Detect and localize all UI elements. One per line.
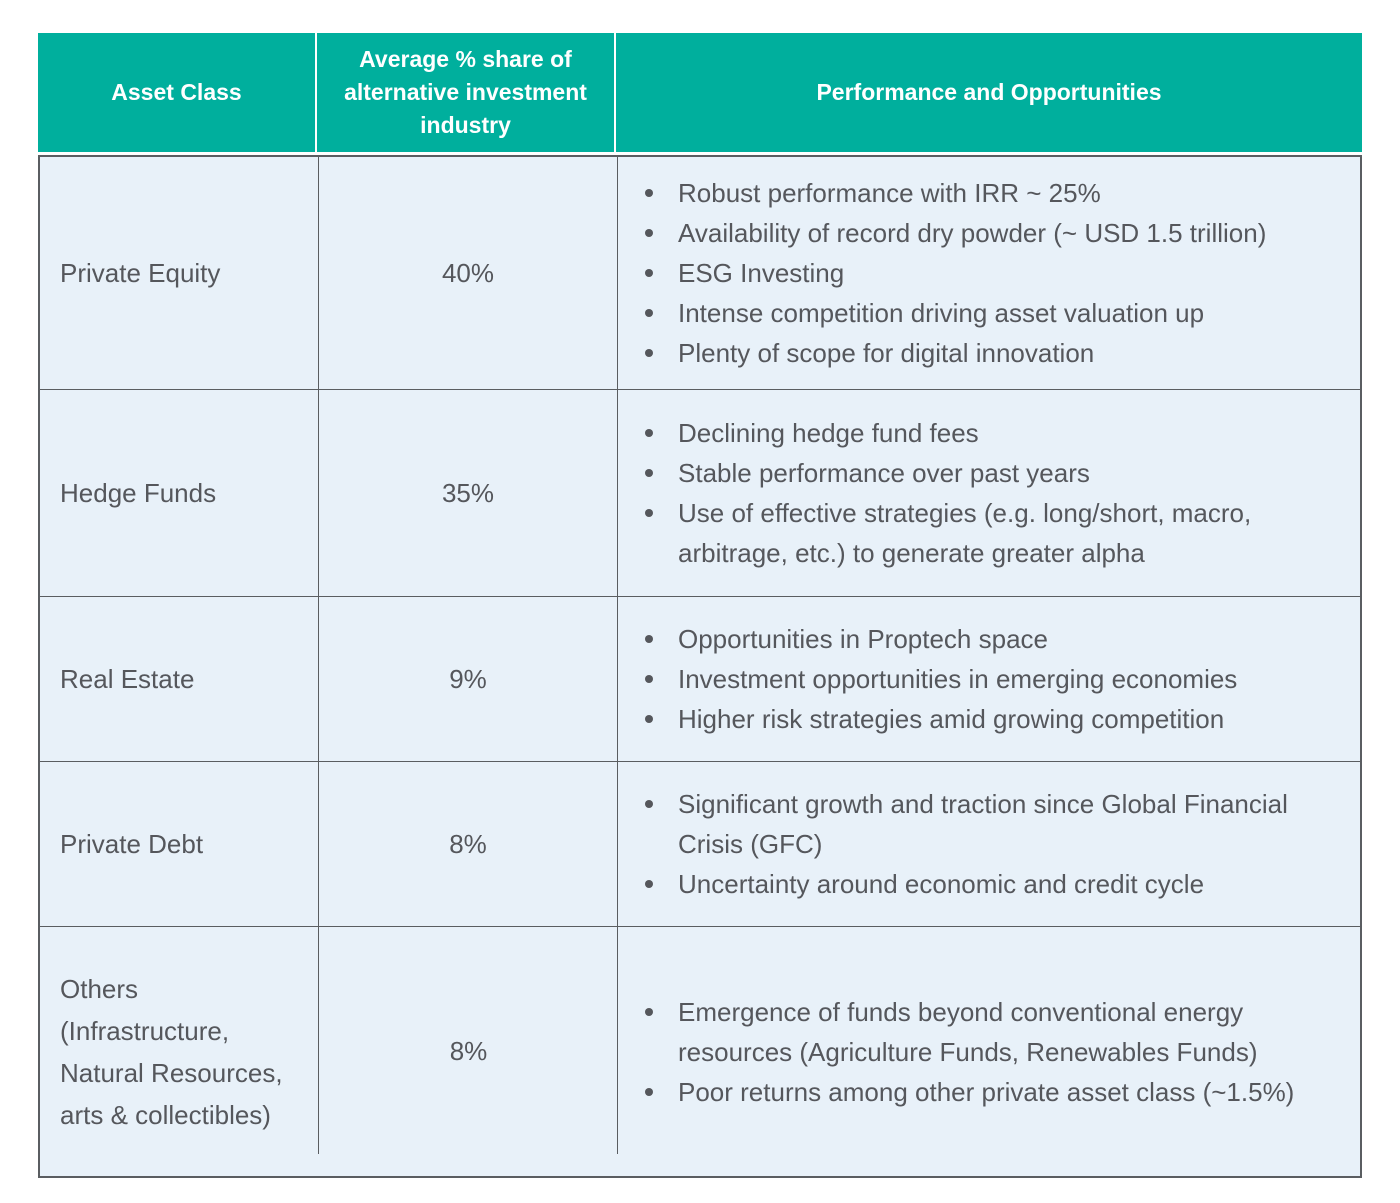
asset-class-label: Private Equity [60, 258, 221, 288]
bullet-item: Emergence of funds beyond conventional energy resources (Agriculture Funds, Renewables Funds) [642, 992, 1332, 1072]
bullet-item: Poor returns among other private asset class (~1.5%) [642, 1072, 1332, 1112]
bullet-item: Higher risk strategies amid growing competition [642, 699, 1237, 739]
table-row [40, 761, 1360, 926]
table-row [40, 596, 1360, 761]
bullet-item: Significant growth and traction since Global Financial Crisis (GFC) [642, 784, 1332, 864]
share-value: 35% [441, 477, 495, 508]
bullet-item: Intense competition driving asset valuation up [642, 293, 1266, 333]
column-header-performance-opportunities: Performance and Opportunities [816, 79, 1162, 105]
table-body [38, 155, 1362, 1178]
opportunities-cell [618, 597, 1360, 761]
bullet-item: Availability of record dry powder (~ USD 1.5 trillion) [642, 213, 1266, 253]
bullet-item: Robust performance with IRR ~ 25% [642, 173, 1266, 213]
bullet-item: Declining hedge fund fees [642, 413, 1332, 453]
bullet-item: Stable performance over past years [642, 453, 1332, 493]
share-cell [319, 927, 618, 1176]
share-cell [319, 597, 618, 761]
bullet-item: Uncertainty around economic and credit cycle [642, 864, 1332, 904]
share-value: 40% [441, 257, 495, 288]
bullet-list [642, 619, 1237, 739]
bullet-item: Plenty of scope for digital innovation [642, 333, 1266, 373]
share-value: 8% [449, 1036, 488, 1066]
bullet-item: ESG Investing [642, 253, 1266, 293]
asset-class-cell [40, 157, 319, 389]
bullet-item: Use of effective strategies (e.g. long/short, macro, arbitrage, etc.) to generate greater alpha [642, 493, 1332, 573]
asset-class-cell [40, 597, 319, 761]
table-row [40, 157, 1360, 389]
bullet-item: Opportunities in Proptech space [642, 619, 1237, 659]
table-row [40, 926, 1360, 1176]
asset-class-cell [40, 927, 319, 1176]
share-cell [319, 390, 618, 596]
bullet-list [642, 784, 1332, 904]
asset-class-label: Hedge Funds [60, 478, 217, 508]
bullet-list [642, 413, 1332, 573]
bullet-item: Investment opportunities in emerging economies [642, 659, 1237, 699]
share-cell [319, 157, 618, 389]
opportunities-cell [618, 762, 1360, 926]
asset-class-cell [40, 390, 319, 596]
column-header-asset-class: Asset Class [38, 33, 317, 152]
opportunities-cell [618, 157, 1360, 389]
asset-class-label: Others (Infrastructure, Natural Resources, arts & collectibles) [60, 973, 283, 1130]
share-value: 8% [449, 828, 487, 859]
asset-class-label: Private Debt [60, 829, 204, 859]
asset-class-cell [40, 762, 319, 926]
bullet-list [642, 173, 1266, 373]
column-header-average-share: Average % share of alternative investment industry [317, 33, 616, 152]
opportunities-cell [618, 390, 1360, 596]
asset-class-label: Real Estate [60, 664, 195, 694]
share-value: 9% [449, 663, 487, 694]
share-cell [319, 762, 618, 926]
bullet-list [642, 992, 1332, 1112]
opportunities-cell [618, 927, 1360, 1176]
table-row [40, 389, 1360, 596]
asset-class-table [38, 33, 1362, 1178]
table-header-row [38, 33, 1362, 152]
